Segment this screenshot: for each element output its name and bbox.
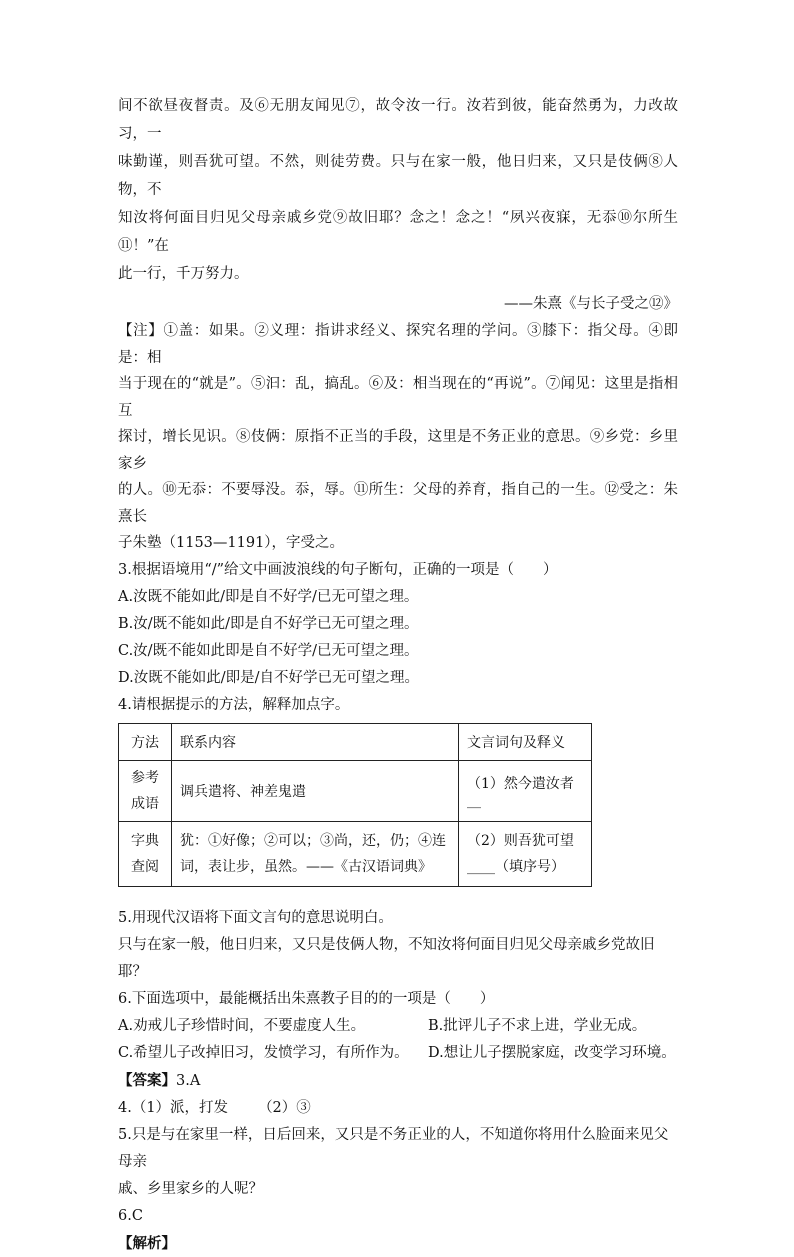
answer-line bbox=[118, 1095, 678, 1122]
note-line: 子朱塾（1153—1191），字受之。 bbox=[118, 535, 345, 551]
option-c: C.希望儿子改掉旧习，发愤学习，有所作为。 bbox=[118, 1044, 409, 1061]
method-table bbox=[118, 723, 592, 887]
question-stem: 6.下面选项中，最能概括出朱熹教子目的的一项是（ ） bbox=[118, 990, 495, 1007]
table-cell: 参考成语 bbox=[119, 760, 172, 821]
table-header: 方法 bbox=[119, 723, 172, 760]
option-c: C.汝/既不能如此即是自不好学/已无可望之理。 bbox=[118, 642, 419, 659]
answer-6: 6.C bbox=[118, 1207, 143, 1224]
option-b: B.批评儿子不求上进，学业无成。 bbox=[428, 1017, 647, 1034]
answer-blank: ____（填序号） bbox=[467, 858, 565, 875]
answer-4b: （2）③ bbox=[258, 1099, 311, 1116]
note-line: 的人。⑩无忝：不要辱没。忝，辱。⑪所生：父母的养育，指自己的一生。⑫受之：朱熹长 bbox=[118, 482, 678, 525]
answer-section bbox=[118, 1067, 678, 1257]
dictionary-line: 犹：①好像；②可以；③尚，还，仍；④连 bbox=[180, 832, 446, 849]
passage bbox=[118, 92, 678, 318]
option-row bbox=[118, 1013, 678, 1040]
option-a: A.劝戒儿子珍惜时间，不要虚度人生。 bbox=[118, 1017, 366, 1034]
table-header: 文言词句及释义 bbox=[459, 723, 592, 760]
passage-line: 味勤谨，则吾犹可望。不然，则徒劳费。只与在家一般，他日归来，又只是伎俩⑧人物，不 bbox=[118, 154, 678, 198]
question-stem: 4.请根据提示的方法，解释加点字。 bbox=[118, 696, 350, 713]
dictionary-line: 词，表让步，虽然。——《古汉语词典》 bbox=[180, 858, 432, 875]
table-cell: 调兵遣将、神差鬼遣 bbox=[172, 760, 459, 821]
option-row bbox=[118, 1040, 678, 1067]
answer-label: 【答案】 bbox=[118, 1071, 176, 1089]
answer-4a: 4.（1）派，打发 bbox=[118, 1099, 229, 1116]
option-a: A.汝既不能如此/即是自不好学/已无可望之理。 bbox=[118, 588, 419, 605]
question-3 bbox=[118, 557, 678, 692]
document-page bbox=[118, 92, 678, 1257]
question-stem: 3.根据语境用“/”给文中画波浪线的句子断句，正确的一项是（ ） bbox=[118, 561, 558, 578]
answer-line bbox=[118, 1067, 678, 1095]
passage-line: 知汝将何面目归见父母亲戚乡党⑨故旧耶？念之！念之！“夙兴夜寐，无忝⑩尔所生⑪！”在 bbox=[118, 210, 678, 254]
question-5 bbox=[118, 905, 678, 986]
answer-5: 5.只是与在家里一样，日后回来，又只是不务正业的人，不知道你将用什么脸面来见父母亲 bbox=[118, 1126, 669, 1170]
question-4 bbox=[118, 692, 678, 887]
note-line: 【注】①盖：如果。②义理：指讲求经义、探究名理的学问。③膝下：指父母。④即是：相 bbox=[118, 323, 678, 366]
passage-line: 此一行，千万努力。 bbox=[118, 266, 249, 282]
note-line: 当于现在的“就是”。⑤汩：乱，搞乱。⑥及：相当现在的“再说”。⑦闻见：这里是指相互 bbox=[118, 376, 678, 419]
option-d: D.想让儿子摆脱家庭，改变学习环境。 bbox=[428, 1044, 676, 1061]
answer-3: 3.A bbox=[176, 1072, 201, 1089]
question-6 bbox=[118, 986, 678, 1067]
table-header: 联系内容 bbox=[172, 723, 459, 760]
answer-5: 戚、乡里家乡的人呢？ bbox=[118, 1180, 263, 1197]
question-text: 只与在家一般，他日归来，又只是伎俩人物，不知汝将何面目归见父母亲戚乡党故旧耶？ bbox=[118, 936, 655, 980]
option-d: D.汝既不能如此/即是/自不好学已无可望之理。 bbox=[118, 669, 419, 686]
notes bbox=[118, 318, 678, 557]
note-line: 探讨，增长见识。⑧伎俩：原指不正当的手段，这里是不务正业的意思。⑨乡党：乡里家乡 bbox=[118, 429, 678, 472]
passage-author: ——朱熹《与长子受之⑫》 bbox=[504, 296, 678, 312]
table-cell bbox=[172, 821, 459, 886]
question-stem: 5.用现代汉语将下面文言句的意思说明白。 bbox=[118, 909, 393, 926]
analysis-label: 【解析】 bbox=[118, 1234, 176, 1252]
table-cell bbox=[459, 821, 592, 886]
answer-prompt: （2）则吾犹可望 bbox=[467, 832, 574, 849]
table-cell: 字典查阅 bbox=[119, 821, 172, 886]
passage-line: 间不欲昼夜督责。及⑥无朋友闻见⑦，故令汝一行。汝若到彼，能奋然勇为，力改故习，一 bbox=[118, 98, 678, 142]
table-cell: （1）然今遣汝者__ bbox=[459, 760, 592, 821]
option-b: B.汝/既不能如此/即是自不好学已无可望之理。 bbox=[118, 615, 419, 632]
